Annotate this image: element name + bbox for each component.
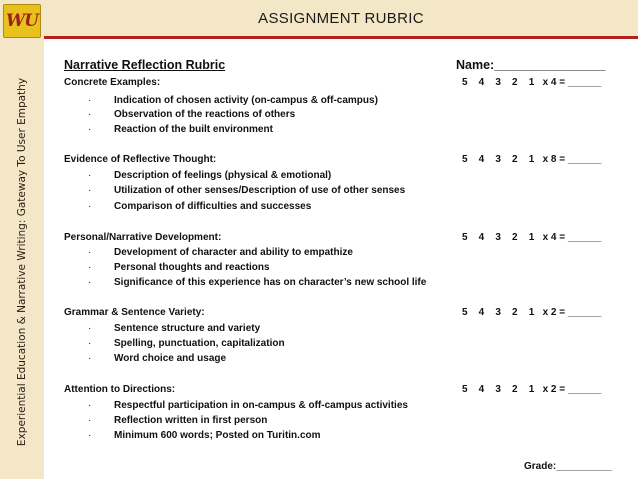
- bullet-icon: ·: [88, 353, 92, 364]
- section-heading-directions: Attention to Directions:: [64, 384, 176, 395]
- bullet-icon: ·: [88, 430, 92, 441]
- list-item: Reflection written in first person: [114, 415, 268, 426]
- section-scale: 5 4 3 2 1 x 2 = ______: [462, 307, 602, 318]
- list-item: Significance of this experience has on character’s new school life: [114, 277, 427, 288]
- list-item: Reaction of the built environment: [114, 124, 273, 135]
- bullet-icon: ·: [88, 95, 92, 106]
- section-scale: 5 4 3 2 1 x 4 = ______: [462, 232, 602, 243]
- bullet-icon: ·: [88, 400, 92, 411]
- list-item: Personal thoughts and reactions: [114, 262, 270, 273]
- section-heading-grammar: Grammar & Sentence Variety:: [64, 307, 205, 318]
- list-item: Observation of the reactions of others: [114, 109, 296, 120]
- section-heading-reflective-thought: Evidence of Reflective Thought:: [64, 154, 217, 165]
- list-item: Utilization of other senses/Description of use of other senses: [114, 185, 406, 196]
- sidebar-vertical-title: Experiential Education & Narrative Writing: Gateway To User Empathy: [16, 77, 28, 447]
- section-scale: 5 4 3 2 1 x 8 = ______: [462, 154, 602, 165]
- list-item: Minimum 600 words; Posted on Turitin.com: [114, 430, 321, 441]
- list-item: Spelling, punctuation, capitalization: [114, 338, 285, 349]
- list-item: Indication of chosen activity (on-campus & off-campus): [114, 95, 378, 106]
- bullet-icon: ·: [88, 170, 92, 181]
- bullet-icon: ·: [88, 323, 92, 334]
- bullet-icon: ·: [88, 124, 92, 135]
- section-scale: 5 4 3 2 1 x 2 = ______: [462, 384, 602, 395]
- bullet-icon: ·: [88, 277, 92, 288]
- logo: WU: [3, 4, 41, 38]
- list-item: Respectful participation in on-campus & off-campus activities: [114, 400, 408, 411]
- list-item: Development of character and ability to empathize: [114, 247, 353, 258]
- bullet-icon: ·: [88, 262, 92, 273]
- list-item: Comparison of difficulties and successes: [114, 201, 312, 212]
- name-field-label: Name:________________: [456, 58, 606, 72]
- bullet-icon: ·: [88, 185, 92, 196]
- section-scale: 5 4 3 2 1 x 4 = ______: [462, 77, 602, 88]
- sidebar: [0, 0, 44, 479]
- page-title: ASSIGNMENT RUBRIC: [258, 10, 424, 27]
- bullet-icon: ·: [88, 201, 92, 212]
- list-item: Description of feelings (physical & emotional): [114, 170, 332, 181]
- bullet-icon: ·: [88, 247, 92, 258]
- grade-field-label: Grade:__________: [524, 461, 612, 472]
- rubric-document: [44, 39, 638, 479]
- bullet-icon: ·: [88, 415, 92, 426]
- list-item: Sentence structure and variety: [114, 323, 261, 334]
- bullet-icon: ·: [88, 338, 92, 349]
- list-item: Word choice and usage: [114, 353, 227, 364]
- bullet-icon: ·: [88, 109, 92, 120]
- section-heading-concrete-examples: Concrete Examples:: [64, 77, 161, 88]
- rubric-title: Narrative Reflection Rubric: [64, 58, 226, 72]
- section-heading-personal-development: Personal/Narrative Development:: [64, 232, 222, 243]
